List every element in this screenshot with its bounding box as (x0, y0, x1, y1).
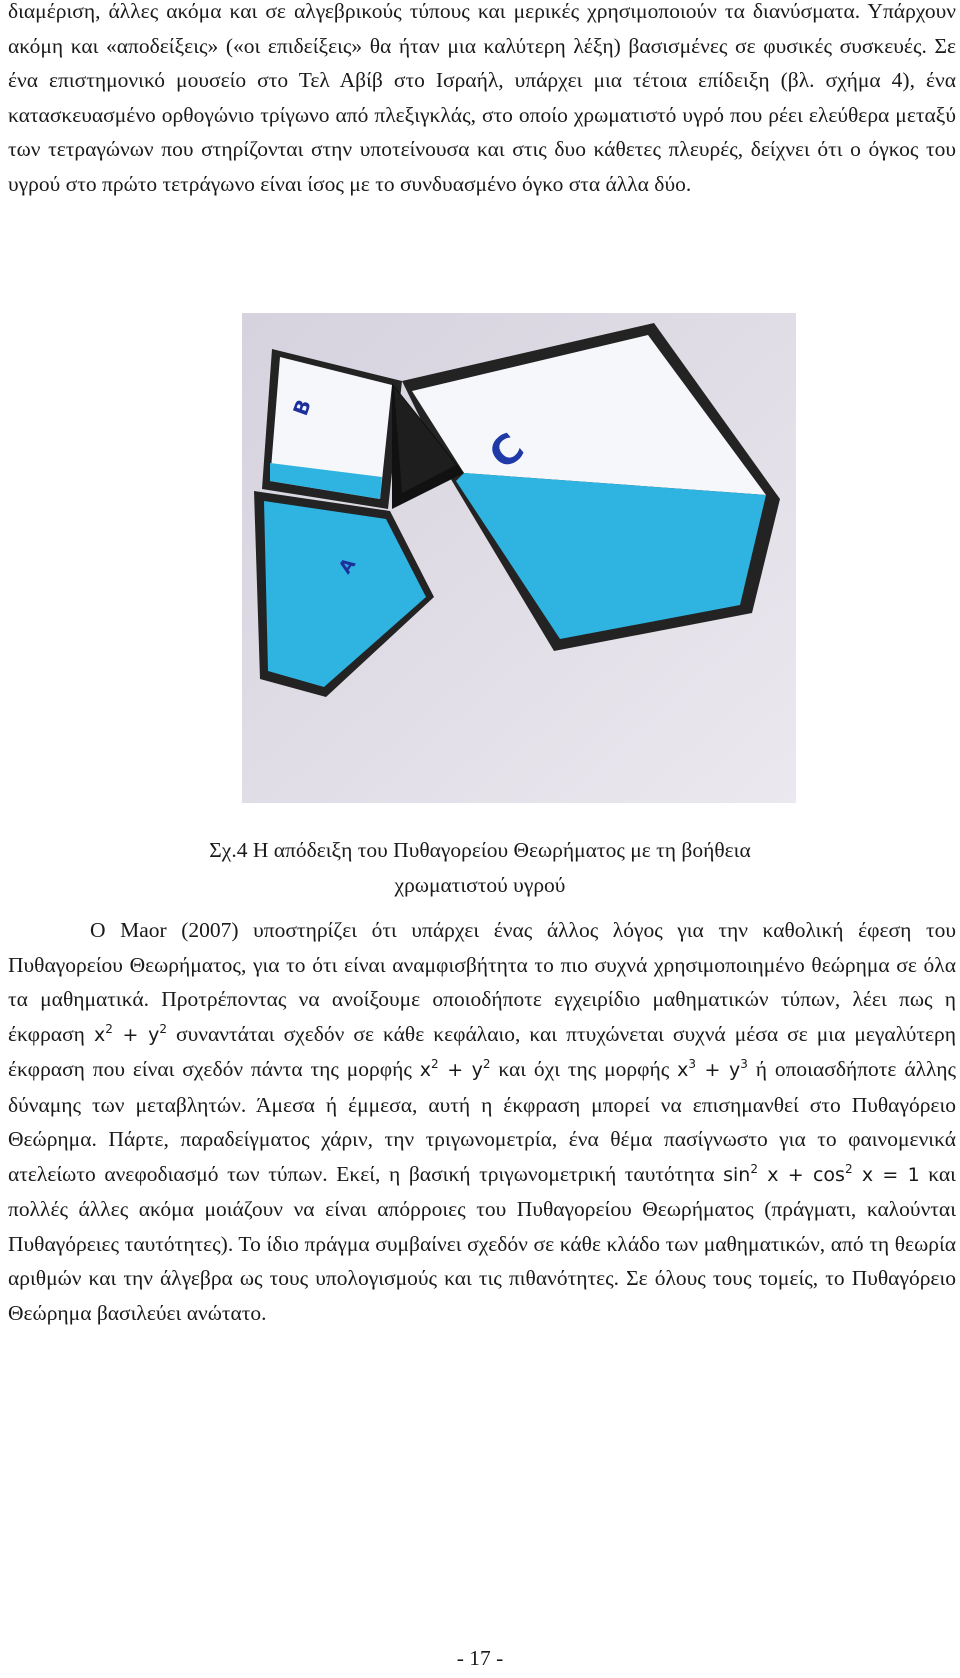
paragraph-main-s1: Ο Maor (2007) υποστηρίζει ότι υπάρχει ένας άλλος λόγος για την καθολική έφεση του Πυθαγορείου Θεωρήματος, για το ότι είναι αναμφισβήτητα το πιο συχνά χρησιμοποιημένο θεώρημα σε όλα τα μαθηματικά. Προτρέποντας να ανοίξουμε οποιοδήποτε εγχειρίδιο μαθηματικών τύπων, λέει πως η έκφραση (8, 918, 956, 1046)
figure-drawing (242, 313, 796, 803)
expr1-base-b: y (148, 1023, 160, 1046)
expression-x2-plus-y2-first (93, 1021, 168, 1046)
ident-x2: x = 1 (852, 1163, 920, 1186)
paragraph-main-s2: συναντάται σχεδόν σε κάθε κεφάλαιο, και πτυχώνεται συχνά μέσα σε μια μεγαλύτερη έκφραση που είναι σχεδόν πάντα της μορφής (8, 1021, 957, 1081)
expr1-exp-b: 2 (159, 1021, 168, 1036)
ident-sin-exp: 2 (750, 1161, 758, 1176)
label-b: B (288, 396, 316, 419)
expr3-exp-b: 3 (740, 1057, 748, 1071)
label-a: A (334, 554, 361, 578)
paragraph-main-s5: και πολλές άλλες ακόμα μοιάζουν να είναι απόρροιες του Πυθαγορείου Θεωρήματος (πράγματι, καλούνται Πυθαγόρειες ταυτότητες). Το ίδιο πράγμα συμβαίνει σχεδόν σε κάθε κλάδο των μαθηματικών, από τη θεωρία αριθμών και την άλγεβρα ως τους υπολογισμούς και τις πιθανότητες. Σε όλους τους τομείς, το Πυθαγόρειο Θεώρημα βασιλεύει ανώτατο. (8, 1161, 956, 1325)
expr2-op: + (438, 1059, 472, 1081)
page-number: - 17 - (456, 1646, 504, 1670)
expr2-exp-b: 2 (482, 1057, 491, 1071)
expr1-exp-a: 2 (105, 1021, 113, 1036)
figure-pythagoras-liquid-photo (242, 313, 796, 803)
paragraph-top: διαμέριση, άλλες ακόμα και σε αλγεβρικούς τύπους και μερικές χρησιμοποιούν τα διανύσματα. Υπάρχουν ακόμη και «αποδείξεις» («οι επιδείξεις» θα ήταν μια καλύτερη λέξη) βασισμένες σε φυσικές συσκευές. Σε ένα επιστημονικό μουσείο στο Τελ Αβίβ στο Ισραήλ, υπάρχει μια τέτοια επίδειξη (βλ. σχήμα 4), ένα κατασκευασμένο ορθογώνιο τρίγωνο από πλεξιγκλάς, στο οποίο χρωματιστό υγρό που ρέει ελεύθερα μεταξύ των τετραγώνων που στηρίζονται στην υποτείνουσα και στις δυο κάθετες πλευρές, δείχνει ότι ο όγκος του υγρού στο πρώτο τετράγωνο είναι ίσος με το συνδυασμένο όγκο στα άλλα δύο. (8, 0, 956, 196)
label-c: C (480, 424, 533, 479)
expression-x2-plus-y2-second (420, 1059, 491, 1081)
ident-sin: sin (723, 1163, 751, 1186)
expr2-exp-a: 2 (431, 1057, 439, 1071)
expr2-base-a: x (419, 1059, 432, 1081)
paragraph-main-s4: ή οποιασδήποτε άλλης δύναμης των μεταβλητών. Άμεσα ή έμμεσα, αυτή η έκφραση μπορεί να επισημανθεί στο Πυθαγόρειο Θεώρημα. Πάρτε, παραδείγματος χάριν, την τριγωνομετρία, ένα θέμα πασίγνωστο για το φαινομενικά ατελείωτο ανεφοδιασμό των τύπων. Εκεί, η βασική τριγωνομετρική ταυτότητα (8, 1057, 956, 1186)
paragraph-main (8, 913, 956, 1330)
expr3-base-a: x (677, 1059, 689, 1081)
ident-cos-exp: 2 (844, 1161, 853, 1176)
ident-x1: x + (758, 1163, 813, 1186)
paragraph-main-s3: και όχι της μορφής (490, 1057, 678, 1081)
expr3-base-b: y (728, 1059, 741, 1081)
trig-identity (723, 1161, 920, 1186)
ident-cos: cos (812, 1163, 845, 1186)
expr1-base-a: x (93, 1023, 106, 1046)
expr2-base-b: y (471, 1059, 483, 1081)
figure-caption (0, 833, 960, 902)
expr1-op: + (112, 1023, 149, 1046)
expression-x3-plus-y3 (677, 1059, 748, 1081)
expr3-op: + (696, 1059, 729, 1081)
caption-line-2: χρωματιστού υγρού (394, 872, 566, 897)
caption-line-1: Σχ.4 Η απόδειξη του Πυθαγορείου Θεωρήματος με τη βοήθεια (209, 838, 751, 862)
expr3-exp-a: 3 (688, 1057, 697, 1071)
